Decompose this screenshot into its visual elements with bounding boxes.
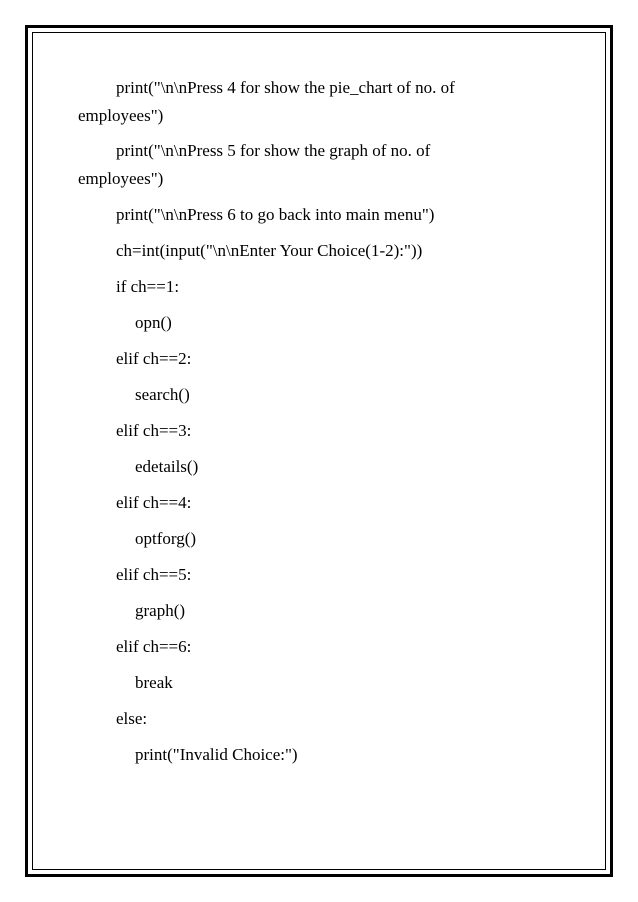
code-line-elif-4: elif ch==4: [116,493,192,512]
code-line-else: else: [116,709,148,728]
code-line-input-choice: ch=int(input("\n\nEnter Your Choice(1-2):")) [116,241,423,260]
code-line-opn: opn() [135,313,172,332]
code-line-print-press-6: print("\n\nPress 6 to go back into main menu") [116,205,435,224]
code-line-elif-2: elif ch==2: [116,349,192,368]
code-line-break: break [135,673,173,692]
code-line-elif-6: elif ch==6: [116,637,192,656]
code-line-print-press-5: print("\n\nPress 5 for show the graph of no. of [116,141,431,160]
code-line-if-1: if ch==1: [116,277,180,296]
code-line-optforg: optforg() [135,529,197,548]
code-line-graph: graph() [135,601,186,620]
code-line-elif-3: elif ch==3: [116,421,192,440]
code-line-employees-2: employees") [78,169,164,188]
code-line-edetails: edetails() [135,457,199,476]
code-line-print-press-4: print("\n\nPress 4 for show the pie_chart of no. of [116,78,455,97]
code-line-employees-1: employees") [78,106,164,125]
code-line-elif-5: elif ch==5: [116,565,192,584]
code-line-search: search() [135,385,190,404]
code-line-print-invalid: print("Invalid Choice:") [135,745,298,764]
